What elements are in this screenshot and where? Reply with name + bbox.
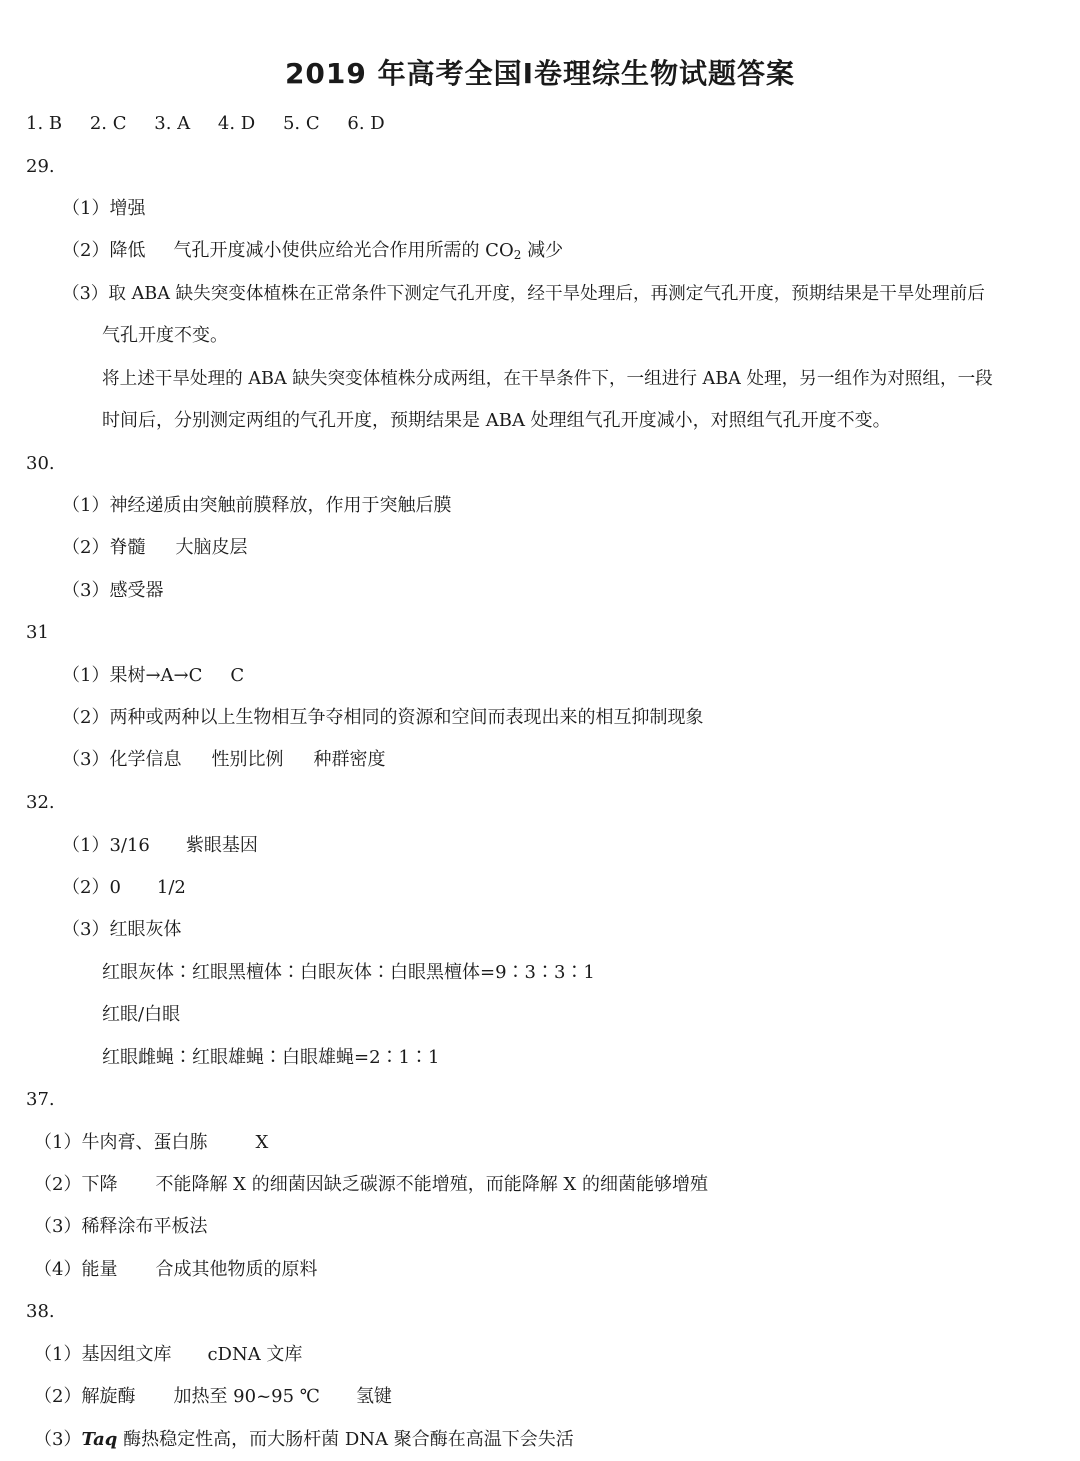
- q38-part1: [34, 1343, 302, 1367]
- q30-part2-b: 大脑皮层: [175, 537, 248, 558]
- q29-part2-c: 减少: [521, 240, 564, 261]
- q38-part3-a: （3）: [34, 1429, 82, 1450]
- question-number-32: 32.: [26, 792, 55, 813]
- q38-part3-taq: Taq: [81, 1429, 118, 1450]
- q37-part1-a: （1）牛肉膏、蛋白胨: [34, 1132, 208, 1153]
- q29-part2: [62, 239, 563, 267]
- question-number-30: 30.: [26, 453, 55, 474]
- q30-part2: [62, 536, 247, 560]
- question-number-31: 31: [26, 622, 49, 643]
- q32-part1: [62, 834, 258, 858]
- q37-part4-a: （4）能量: [34, 1259, 118, 1280]
- q30-part2-a: （2）脊髓: [62, 537, 146, 558]
- q37-part2-b: 不能降解 X 的细菌因缺乏碳源不能增殖，而能降解 X 的细菌能够增殖: [155, 1174, 708, 1195]
- q32-part2-a: （2）0: [62, 877, 121, 898]
- q29-part3-line1: （3）取 ABA 缺失突变体植株在正常条件下测定气孔开度，经干旱处理后，再测定气孔开度，预期结果是干旱处理前后: [62, 284, 985, 304]
- q32-part3-trait: 红眼/白眼: [102, 1004, 181, 1025]
- q32-part3: （3）红眼灰体: [62, 919, 182, 940]
- q32-part2: [62, 876, 186, 900]
- q30-part1: （1）神经递质由突触前膜释放，作用于突触后膜: [62, 495, 452, 516]
- q31-part2: （2）两种或两种以上生物相互争夺相同的资源和空间而表现出来的相互抑制现象: [62, 707, 704, 728]
- q30-part3: （3）感受器: [62, 580, 164, 601]
- q32-part1-b: 紫眼基因: [185, 835, 258, 856]
- q32-part3-ratio1: 红眼灰体∶红眼黑檀体∶白眼灰体∶白眼黑檀体=9∶3∶3∶1: [102, 962, 595, 983]
- q37-part3: （3）稀释涂布平板法: [34, 1216, 208, 1237]
- q38-part2-c: 氢键: [355, 1386, 392, 1407]
- question-number-38: 38.: [26, 1301, 55, 1322]
- q37-part1: [34, 1131, 268, 1155]
- answer-5: 5. C: [282, 113, 320, 134]
- q31-part1: [62, 664, 244, 688]
- q32-part2-b: 1/2: [156, 877, 186, 898]
- q38-part1-a: （1）基因组文库: [34, 1344, 172, 1365]
- q31-part3-c: 种群密度: [313, 749, 386, 770]
- q37-part1-b: X: [255, 1132, 269, 1153]
- page-title: 2019 年高考全国Ⅰ卷理综生物试题答案: [284, 57, 796, 90]
- answer-1: 1. B: [26, 113, 63, 134]
- q38-part1-b: cDNA 文库: [207, 1344, 303, 1365]
- q29-part3-line3: 将上述干旱处理的 ABA 缺失突变体植株分成两组，在干旱条件下，一组进行 ABA 处理，另一组作为对照组，一段: [102, 369, 993, 389]
- q38-part2-b: 加热至 90~95 ℃: [173, 1386, 320, 1407]
- q38-part2-a: （2）解旋酶: [34, 1386, 136, 1407]
- choice-answers: [26, 112, 385, 136]
- q37-part4-b: 合成其他物质的原料: [155, 1259, 318, 1280]
- q32-part1-a: （1）3/16: [62, 835, 150, 856]
- q29-part3-line4: 时间后，分别测定两组的气孔开度，预期结果是 ABA 处理组气孔开度减小，对照组气孔开度不变。: [102, 410, 891, 431]
- q29-part1: （1）增强: [62, 198, 146, 219]
- q29-part3-line2: 气孔开度不变。: [102, 325, 228, 346]
- answer-6: 6. D: [347, 113, 385, 134]
- question-number-29: 29.: [26, 156, 55, 177]
- question-number-37: 37.: [26, 1089, 55, 1110]
- q31-part3: [62, 748, 385, 772]
- answer-3: 3. A: [154, 113, 191, 134]
- q37-part2: [34, 1173, 708, 1197]
- q37-part4: [34, 1258, 317, 1282]
- q31-part3-b: 性别比例: [211, 749, 284, 770]
- q38-part3: [34, 1428, 574, 1452]
- q31-part1-b: C: [230, 665, 245, 686]
- q29-part2-b: 气孔开度减小使供应给光合作用所需的 CO: [173, 240, 514, 261]
- q38-part3-c: 酶热稳定性高，而大肠杆菌 DNA 聚合酶在高温下会失活: [117, 1429, 574, 1450]
- q31-part3-a: （3）化学信息: [62, 749, 182, 770]
- q38-part2: [34, 1385, 392, 1409]
- q37-part2-a: （2）下降: [34, 1174, 118, 1195]
- q29-part2-a: （2）降低: [62, 240, 146, 261]
- answer-4: 4. D: [217, 113, 256, 134]
- answer-2: 2. C: [89, 113, 127, 134]
- q31-part1-a: （1）果树→A→C: [62, 665, 203, 686]
- q32-part3-ratio2: 红眼雌蝇∶红眼雄蝇∶白眼雄蝇=2∶1∶1: [102, 1047, 440, 1068]
- q29-part2-sub: 2: [513, 248, 522, 262]
